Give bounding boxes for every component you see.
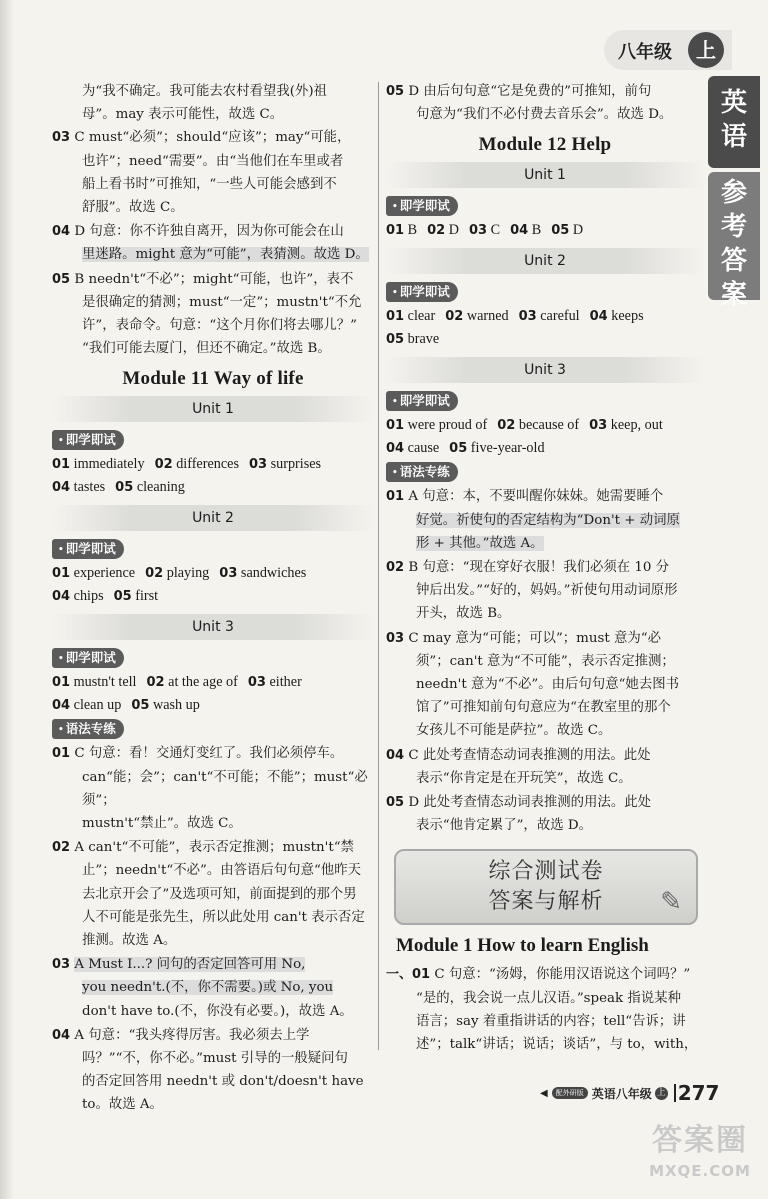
text-content: 句意为“我们不必付费去音乐会”。故选 D。 bbox=[416, 107, 673, 123]
text-line bbox=[82, 196, 374, 219]
text-line bbox=[416, 532, 704, 555]
answer-number: 05 bbox=[115, 480, 134, 496]
unit-list bbox=[52, 396, 374, 717]
item-number: 04 bbox=[52, 224, 71, 240]
item-number: 04 bbox=[386, 747, 405, 763]
text-content: D 由后句句意“它是免费的”可推知，前句 bbox=[408, 84, 652, 99]
module-12-title: Module 12 Help bbox=[478, 134, 612, 156]
side-tab-answers bbox=[708, 172, 760, 310]
answer-text: were proud of bbox=[407, 417, 488, 434]
answer-row bbox=[52, 585, 374, 608]
answer-row bbox=[386, 328, 704, 351]
answer-row bbox=[386, 414, 704, 437]
item-number: 04 bbox=[52, 1027, 71, 1043]
answer-text: clean up bbox=[73, 697, 122, 714]
item-number: 一、01 bbox=[386, 967, 431, 983]
text-line bbox=[82, 314, 374, 337]
answer-text: keeps bbox=[611, 308, 644, 325]
answer-item bbox=[52, 836, 374, 952]
answer-item bbox=[386, 791, 704, 837]
banner-line-2: 答案与解析 bbox=[488, 889, 604, 915]
answer-text: wash up bbox=[152, 697, 200, 714]
answer-number: 05 bbox=[551, 223, 570, 239]
text-line bbox=[52, 742, 374, 765]
answer-number: 03 bbox=[219, 566, 238, 582]
practice-tag: • 即学即试 bbox=[386, 391, 458, 411]
answer-text: D bbox=[572, 222, 584, 239]
text-line bbox=[386, 485, 704, 508]
text-content: 表示“你肯定是在开玩笑”，故选 C。 bbox=[416, 770, 632, 786]
text-content: 钟后出发。”“好的，妈妈。”祈使句用动词原形 bbox=[416, 583, 678, 599]
answer-item bbox=[52, 742, 374, 835]
answer-row bbox=[52, 694, 374, 717]
answer-text: B bbox=[531, 222, 542, 239]
answer-number: 04 bbox=[589, 309, 608, 325]
text-content: needn't 意为“不必”。由后句句意“她去图书 bbox=[416, 677, 679, 693]
answer-text: surprises bbox=[270, 456, 322, 473]
text-line bbox=[82, 1047, 374, 1070]
side-char: 语 bbox=[720, 122, 747, 152]
answer-row bbox=[52, 476, 374, 499]
text-content: C 此处考查情态动词表推测的用法。此处 bbox=[408, 747, 651, 763]
text-line bbox=[82, 812, 374, 835]
watermark-line-2: MXQE.COM bbox=[649, 1162, 751, 1180]
text-content: 也许”；need“需要”。由“当他们在车里或者 bbox=[82, 153, 344, 169]
answer-number: 04 bbox=[52, 589, 71, 605]
answer-number: 05 bbox=[131, 698, 150, 714]
text-content: 语言；say 着重指讲话的内容；tell“告诉；讲 bbox=[416, 1013, 686, 1029]
answer-text: D bbox=[448, 222, 459, 239]
text-line bbox=[386, 744, 704, 767]
text-content: to。故选 A。 bbox=[82, 1097, 163, 1113]
text-content: 好觉。祈使句的否定结构为“Don't + 动词原 bbox=[416, 512, 680, 528]
grammar-list bbox=[386, 485, 704, 837]
answer-text: chips bbox=[73, 588, 104, 605]
page-edge-shadow bbox=[0, 0, 14, 1199]
answer-number: 03 bbox=[247, 675, 266, 691]
item-number: 02 bbox=[52, 840, 71, 856]
banner-line-1: 综合测试卷 bbox=[488, 859, 604, 885]
answer-row bbox=[52, 453, 374, 476]
answer-number: 01 bbox=[386, 309, 405, 325]
text-content: 止”；needn't“不必”。由答语后句句意“他昨天 bbox=[82, 863, 361, 879]
grade-tab bbox=[604, 30, 732, 70]
answer-text: sandwiches bbox=[240, 565, 307, 582]
side-char: 英 bbox=[720, 88, 747, 118]
side-tab-english bbox=[708, 76, 760, 168]
text-line bbox=[386, 627, 704, 650]
answer-text: tastes bbox=[73, 479, 106, 496]
answer-number: 05 bbox=[386, 332, 405, 348]
answer-text: careful bbox=[540, 308, 580, 325]
answer-text: five-year-old bbox=[470, 440, 545, 457]
text-content: A can't“不可能”，表示否定推测；mustn't“禁 bbox=[74, 840, 354, 856]
practice-tag: • 即学即试 bbox=[386, 282, 458, 302]
answer-text: either bbox=[269, 674, 302, 691]
text-line bbox=[52, 1024, 374, 1047]
answer-text: brave bbox=[407, 331, 440, 348]
answer-text: at the age of bbox=[168, 674, 238, 691]
answer-item bbox=[52, 1024, 374, 1117]
volume-badge: 上 bbox=[656, 1087, 666, 1098]
text-line bbox=[416, 103, 704, 126]
text-content: 表示“他肯定累了”，故选 D。 bbox=[416, 818, 592, 834]
text-content: 去北京开会了”及选项可知，前面提到的那个男 bbox=[82, 886, 357, 902]
text-content: can“能；会”；can't“不可能；不能”；must“必须”； bbox=[82, 769, 368, 808]
text-line bbox=[52, 220, 374, 243]
text-content: A 句意：本，不要叫醒你妹妹。她需要睡个 bbox=[408, 489, 664, 505]
answer-item bbox=[52, 268, 374, 361]
answer-text: C bbox=[490, 222, 501, 239]
answer-number: 04 bbox=[510, 223, 529, 239]
comprehensive-test-banner bbox=[394, 849, 698, 925]
text-line bbox=[82, 1093, 374, 1116]
answer-item bbox=[386, 556, 704, 626]
practice-tag: • 即学即试 bbox=[52, 539, 124, 559]
answer-number: 03 bbox=[469, 223, 488, 239]
answer-number: 04 bbox=[52, 480, 71, 496]
answer-item bbox=[386, 744, 704, 790]
practice-tag: • 即学即试 bbox=[52, 648, 124, 668]
item-number: 01 bbox=[52, 746, 71, 762]
answer-number: 01 bbox=[52, 566, 71, 582]
text-content: “是的，我会说一点儿汉语。”speak 指说某种 bbox=[416, 990, 681, 1006]
text-content: C 句意：看！交通灯变红了。我们必须停车。 bbox=[74, 746, 344, 762]
text-content: B 句意：“现在穿好衣服！我们必须在 10 分 bbox=[408, 560, 670, 576]
text-line: 为“我不确定。我可能去农村看望我(外)祖 bbox=[82, 84, 327, 99]
text-line bbox=[82, 1000, 374, 1023]
answer-number: 04 bbox=[386, 441, 405, 457]
text-content: “我们可能去厦门，但还不确定。”故选 B。 bbox=[82, 341, 331, 357]
text-line bbox=[82, 976, 374, 999]
answer-text: experience bbox=[73, 565, 136, 582]
unit-heading: Unit 2 bbox=[52, 505, 374, 531]
text-line bbox=[52, 953, 374, 976]
side-char: 参 bbox=[720, 178, 747, 208]
answer-item bbox=[386, 80, 704, 126]
module-1-title: Module 1 How to learn English bbox=[396, 935, 649, 957]
answer-number: 02 bbox=[445, 309, 464, 325]
answer-number: 01 bbox=[386, 223, 405, 239]
page-footer bbox=[540, 1078, 719, 1108]
text-content: 推测。故选 A。 bbox=[82, 933, 177, 949]
unit-heading: Unit 3 bbox=[52, 614, 374, 640]
grade-label: 八年级 bbox=[618, 42, 672, 63]
answer-number: 05 bbox=[113, 589, 132, 605]
text-line bbox=[82, 243, 374, 266]
text-line bbox=[416, 1010, 704, 1033]
answer-item bbox=[386, 963, 704, 1056]
item-number: 03 bbox=[52, 957, 71, 973]
text-line bbox=[82, 929, 374, 952]
text-line bbox=[52, 836, 374, 859]
text-line bbox=[82, 906, 374, 929]
text-content: 吗？”“不，你不必。”must 引导的一般疑问句 bbox=[82, 1051, 348, 1067]
answer-list bbox=[52, 126, 374, 360]
page-number: 277 bbox=[677, 1081, 720, 1105]
text-content: 女孩儿不可能是萨拉”。故选 C。 bbox=[416, 723, 612, 739]
answer-number: 04 bbox=[52, 698, 71, 714]
column-divider bbox=[378, 82, 379, 1050]
item-number: 05 bbox=[386, 84, 405, 99]
text-content: you needn't.(不，你不需要。)或 No, you bbox=[82, 980, 334, 996]
answer-number: 03 bbox=[589, 418, 608, 434]
grammar-tag: • 语法专练 bbox=[52, 719, 124, 739]
text-line bbox=[82, 883, 374, 906]
answer-number: 01 bbox=[386, 418, 405, 434]
text-content: 里迷路。might 意为“可能”，表猜测。故选 D。 bbox=[82, 247, 369, 263]
text-line bbox=[416, 696, 704, 719]
answer-number: 05 bbox=[449, 441, 468, 457]
answer-row bbox=[52, 671, 374, 694]
text-content: don't have to.(不，你没有必要。)，故选 A。 bbox=[82, 1003, 353, 1019]
unit-heading: Unit 1 bbox=[52, 396, 374, 422]
practice-tag: • 即学即试 bbox=[52, 430, 124, 450]
text-content: 形 + 其他。”故选 A。 bbox=[416, 535, 544, 551]
answer-text: immediately bbox=[73, 456, 145, 473]
text-content: 人不可能是张先生，所以此处用 can't 表示否定 bbox=[82, 909, 365, 925]
item-number: 05 bbox=[386, 795, 405, 811]
answer-text: differences bbox=[176, 456, 239, 473]
unit-list bbox=[386, 162, 704, 460]
text-line bbox=[386, 80, 704, 103]
answer-row bbox=[52, 562, 374, 585]
text-line bbox=[416, 814, 704, 837]
volume-badge: 上 bbox=[688, 32, 724, 68]
text-content: C may 意为“可能；可以”；must 意为“必 bbox=[408, 630, 662, 646]
answer-number: 02 bbox=[146, 675, 165, 691]
series-badge: 配外研版 bbox=[552, 1087, 588, 1099]
text-content: 馆了”可推知前句句意应为“在教室里的那个 bbox=[416, 700, 671, 716]
item-number: 02 bbox=[386, 560, 405, 576]
pen-icon: ✎ bbox=[660, 887, 682, 918]
text-line bbox=[82, 173, 374, 196]
text-content: A 句意：“我头疼得厉害。我必须去上学 bbox=[74, 1027, 310, 1043]
text-line bbox=[82, 1070, 374, 1093]
text-line: 母”。may 表示可能性，故选 C。 bbox=[82, 107, 284, 123]
unit-heading: Unit 3 bbox=[386, 357, 704, 383]
unit-heading: Unit 2 bbox=[386, 248, 704, 274]
text-line bbox=[416, 509, 704, 532]
right-column bbox=[386, 80, 704, 1057]
text-line bbox=[82, 859, 374, 882]
grammar-list bbox=[52, 742, 374, 1116]
answer-number: 03 bbox=[248, 457, 268, 473]
text-content: 船上看书时”可推知，“一些人可能会感到不 bbox=[82, 176, 337, 192]
text-line bbox=[82, 766, 374, 812]
answer-number: 02 bbox=[145, 566, 164, 582]
text-line bbox=[416, 1033, 704, 1056]
item-number: 01 bbox=[386, 489, 405, 505]
practice-tag: • 即学即试 bbox=[386, 196, 458, 216]
text-content: C 句意：“汤姆，你能用汉语说这个词吗？” bbox=[434, 967, 691, 983]
continued-text bbox=[52, 80, 374, 126]
text-content: 是很确定的猜测；must“一定”；mustn't“不允 bbox=[82, 294, 362, 310]
left-column bbox=[52, 80, 374, 1118]
item-number: 03 bbox=[52, 130, 71, 146]
arrow-left-icon: ◀ bbox=[540, 1087, 548, 1099]
text-content: mustn't“禁止”。故选 C。 bbox=[82, 816, 242, 832]
text-line bbox=[82, 291, 374, 314]
answer-text: keep, out bbox=[610, 417, 663, 434]
text-line bbox=[82, 337, 374, 360]
text-line bbox=[416, 673, 704, 696]
answer-number: 02 bbox=[154, 457, 173, 473]
answer-text: clear bbox=[407, 308, 436, 325]
text-line bbox=[416, 579, 704, 602]
divider-bar bbox=[674, 1084, 676, 1102]
text-line bbox=[386, 556, 704, 579]
book-title: 英语八年级 bbox=[591, 1086, 652, 1101]
text-line bbox=[416, 767, 704, 790]
text-content: A Must I...? 问句的否定回答可用 No, bbox=[74, 957, 306, 973]
text-content: 开头，故选 B。 bbox=[416, 606, 511, 622]
answer-number: 03 bbox=[518, 309, 537, 325]
answer-text: because of bbox=[518, 417, 580, 434]
text-line bbox=[416, 987, 704, 1010]
answer-item bbox=[52, 126, 374, 219]
text-content: 舒服”。故选 C。 bbox=[82, 200, 184, 216]
side-char: 考 bbox=[720, 212, 747, 242]
item-number: 03 bbox=[386, 630, 405, 646]
answer-number: 01 bbox=[52, 675, 71, 691]
side-char: 答 bbox=[720, 246, 747, 276]
answer-row bbox=[386, 219, 704, 242]
text-line bbox=[416, 719, 704, 742]
answer-number: 02 bbox=[427, 223, 446, 239]
item-number: 05 bbox=[52, 271, 71, 287]
module-11-title: Module 11 Way of life bbox=[122, 368, 304, 390]
answer-item bbox=[52, 953, 374, 1023]
text-line bbox=[82, 150, 374, 173]
text-content: D 句意：你不许独自离开，因为你可能会在山 bbox=[74, 224, 344, 240]
answer-text: mustn't tell bbox=[73, 674, 137, 691]
text-content: 许”，表命令。句意：“这个月你们将去哪儿？” bbox=[82, 318, 357, 334]
text-content: C must“必须”；should“应该”；may“可能， bbox=[74, 130, 351, 146]
answer-text: B bbox=[407, 222, 418, 239]
text-line bbox=[386, 963, 704, 986]
answer-row bbox=[386, 305, 704, 328]
unit-heading: Unit 1 bbox=[386, 162, 704, 188]
answer-text: playing bbox=[166, 565, 210, 582]
grammar-tag: • 语法专练 bbox=[386, 462, 458, 482]
answer-item bbox=[52, 220, 374, 266]
answer-item bbox=[386, 485, 704, 555]
answer-text: cause bbox=[407, 440, 440, 457]
text-content: 述”；talk“讲话；说话；谈话”，与 to，with， bbox=[416, 1037, 698, 1053]
text-content: D 此处考查情态动词表推测的用法。此处 bbox=[408, 795, 651, 811]
answer-list bbox=[386, 963, 704, 1056]
answer-text: first bbox=[135, 588, 159, 605]
text-line bbox=[52, 126, 374, 149]
text-line bbox=[416, 602, 704, 625]
text-line bbox=[52, 268, 374, 291]
text-line bbox=[386, 791, 704, 814]
side-char: 案 bbox=[720, 280, 747, 310]
answer-list bbox=[386, 80, 704, 126]
watermark bbox=[640, 1120, 760, 1190]
text-line bbox=[416, 650, 704, 673]
text-content: B needn't“不必”；might“可能，也许”，表不 bbox=[74, 271, 354, 287]
answer-text: cleaning bbox=[136, 479, 185, 496]
text-content: 的否定回答用 needn't 或 don't/doesn't have bbox=[82, 1074, 364, 1090]
answer-row bbox=[386, 437, 704, 460]
answer-number: 01 bbox=[52, 457, 71, 473]
answer-text: warned bbox=[466, 308, 509, 325]
answer-item bbox=[386, 627, 704, 743]
watermark-line-1: 答案圈 bbox=[652, 1123, 748, 1158]
text-content: 须”；can't 意为“不可能”，表示否定推测； bbox=[416, 653, 675, 669]
answer-number: 02 bbox=[497, 418, 516, 434]
